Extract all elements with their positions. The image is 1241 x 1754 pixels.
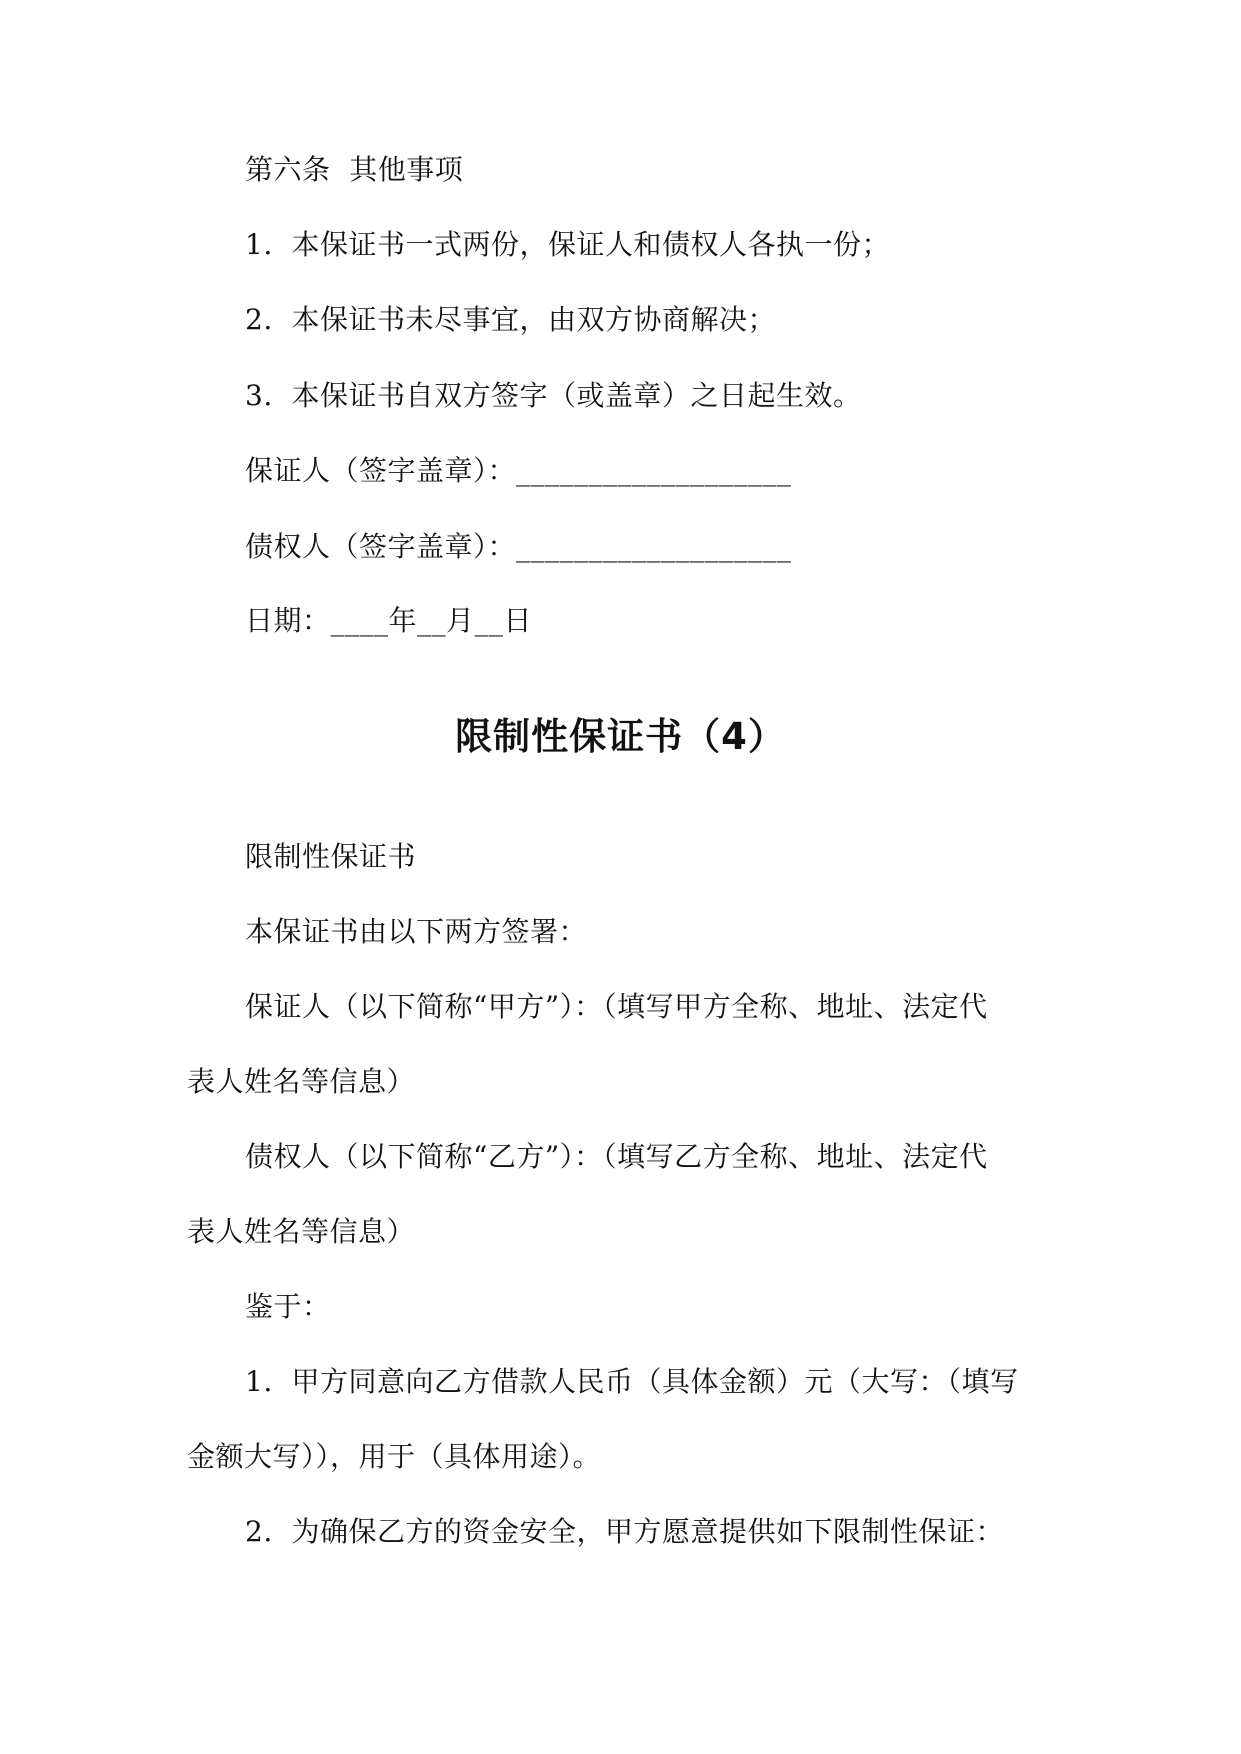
whereas-label: 鉴于：: [245, 1290, 331, 1323]
date-line: 日期：____年__月__日: [245, 604, 533, 637]
article-six-heading: 第六条 其他事项: [245, 153, 464, 186]
body-intro: 本保证书由以下两方签署：: [245, 915, 588, 948]
clause-1-line-2: 金额大写）），用于（具体用途）。: [187, 1440, 602, 1473]
document-title: 限制性保证书（4）: [455, 715, 786, 758]
article-six-item-3: 3. 本保证书自双方签字（或盖章）之日起生效。: [245, 379, 862, 412]
creditor-signature-line: 债权人（签字盖章）：___________________: [245, 530, 792, 563]
party-a-line-2: 表人姓名等信息）: [187, 1065, 416, 1098]
clause-2-line-1: 2. 为确保乙方的资金安全，甲方愿意提供如下限制性保证：: [245, 1515, 1005, 1548]
article-six-item-2: 2. 本保证书未尽事宜，由双方协商解决；: [245, 303, 777, 336]
party-b-line-1: 债权人（以下简称“乙方”）：（填写乙方全称、地址、法定代: [245, 1140, 988, 1173]
body-subtitle: 限制性保证书: [245, 840, 417, 873]
guarantor-signature-line: 保证人（签字盖章）：___________________: [245, 454, 792, 487]
article-six-item-1: 1. 本保证书一式两份，保证人和债权人各执一份；: [245, 228, 891, 261]
party-b-line-2: 表人姓名等信息）: [187, 1215, 416, 1248]
party-a-line-1: 保证人（以下简称“甲方”）：（填写甲方全称、地址、法定代: [245, 990, 988, 1023]
clause-1-line-1: 1. 甲方同意向乙方借款人民币（具体金额）元（大写：（填写: [245, 1365, 1019, 1398]
